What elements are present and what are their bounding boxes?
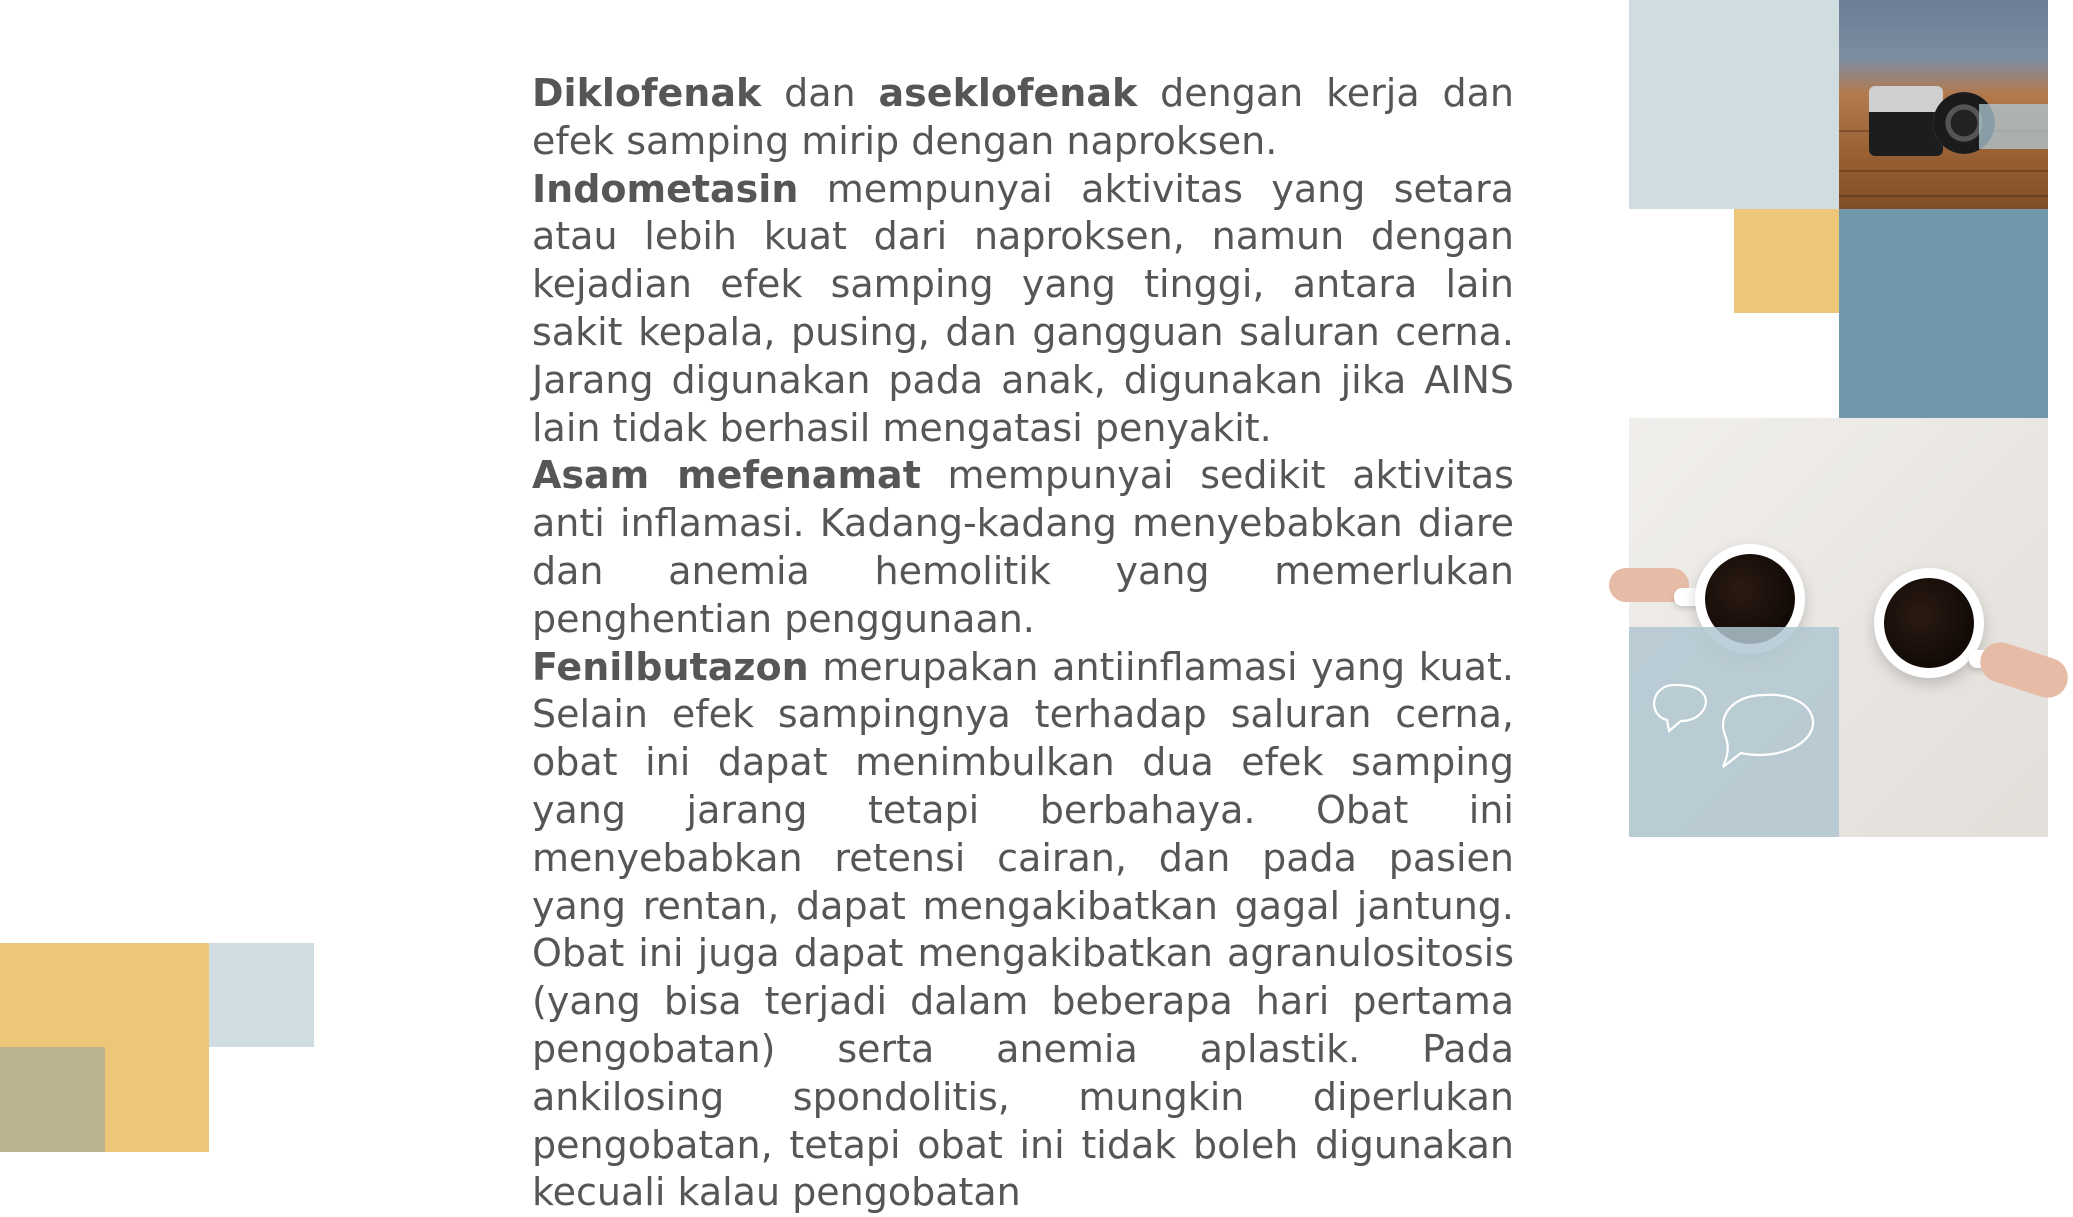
term-bold: aseklofenak (878, 71, 1138, 115)
term-bold: Indometasin (532, 166, 799, 211)
photo-blue-overlay (1979, 104, 2048, 149)
decor-yellow-mid-square (1734, 209, 1839, 313)
hand-right (1975, 637, 2073, 703)
paragraph-asam-mefenamat: Asam mefenamat mempunyai sedikit aktivitas anti inflamasi. Kadang-kadang menyebabkan diare dan anemia hemolitik yang memerlukan penghentian penggunaan. (532, 453, 1514, 641)
paragraph-indometasin: Indometasin mempunyai aktivitas yang setara atau lebih kuat dari naproksen, namun dengan kejadian efek samping yang tinggi, antara lain sakit kepala, pusing, dan gangguan saluran cerna. Jarang digunakan pada anak, digunakan jika AINS lain tidak berhasil mengatasi penyakit. (532, 166, 1514, 450)
body-text (532, 70, 1514, 1217)
camera-photo-icon (1839, 0, 2048, 209)
wood-plank-line (1839, 170, 2048, 172)
camera-leather (1869, 112, 1943, 156)
decor-steel-blue-square (1839, 209, 2048, 418)
decor-light-blue-square (209, 943, 314, 1047)
wood-plank-line (1839, 195, 2048, 197)
paragraph-fenilbutazon: Fenilbutazon merupakan antiinflamasi yang kuat. Selain efek sampingnya terhadap saluran cerna, obat ini dapat menimbulkan dua efek samping yang jarang tetapi berbahaya. Obat ini menyebabkan retensi cairan, dan pada pasien yang rentan, dapat mengakibatkan gagal jantung. Obat ini juga dapat mengakibatkan agranulositosis (yang bisa terjadi dalam beberapa hari pertama pengobatan) serta anemia aplastik. Pada ankilosing spondolitis, mungkin diperlukan pengobatan, tetapi obat ini tidak boleh digunakan kecuali kalau pengobatan (532, 644, 1514, 1215)
coffee-cup-right (1874, 568, 1984, 678)
term-bold: Fenilbutazon (532, 644, 809, 689)
decor-olive-square (0, 1047, 105, 1152)
paragraph-diklofenak: Diklofenak dan aseklofenak dengan kerja dan efek samping mirip dengan naproksen. (532, 71, 1514, 163)
speech-bubbles-icon (1629, 627, 1839, 837)
coffee-cups-photo (1629, 418, 2048, 837)
term-bold: Diklofenak (532, 71, 762, 115)
decor-light-blue-top-square (1629, 0, 1839, 209)
term-bold: Asam mefenamat (532, 453, 921, 498)
